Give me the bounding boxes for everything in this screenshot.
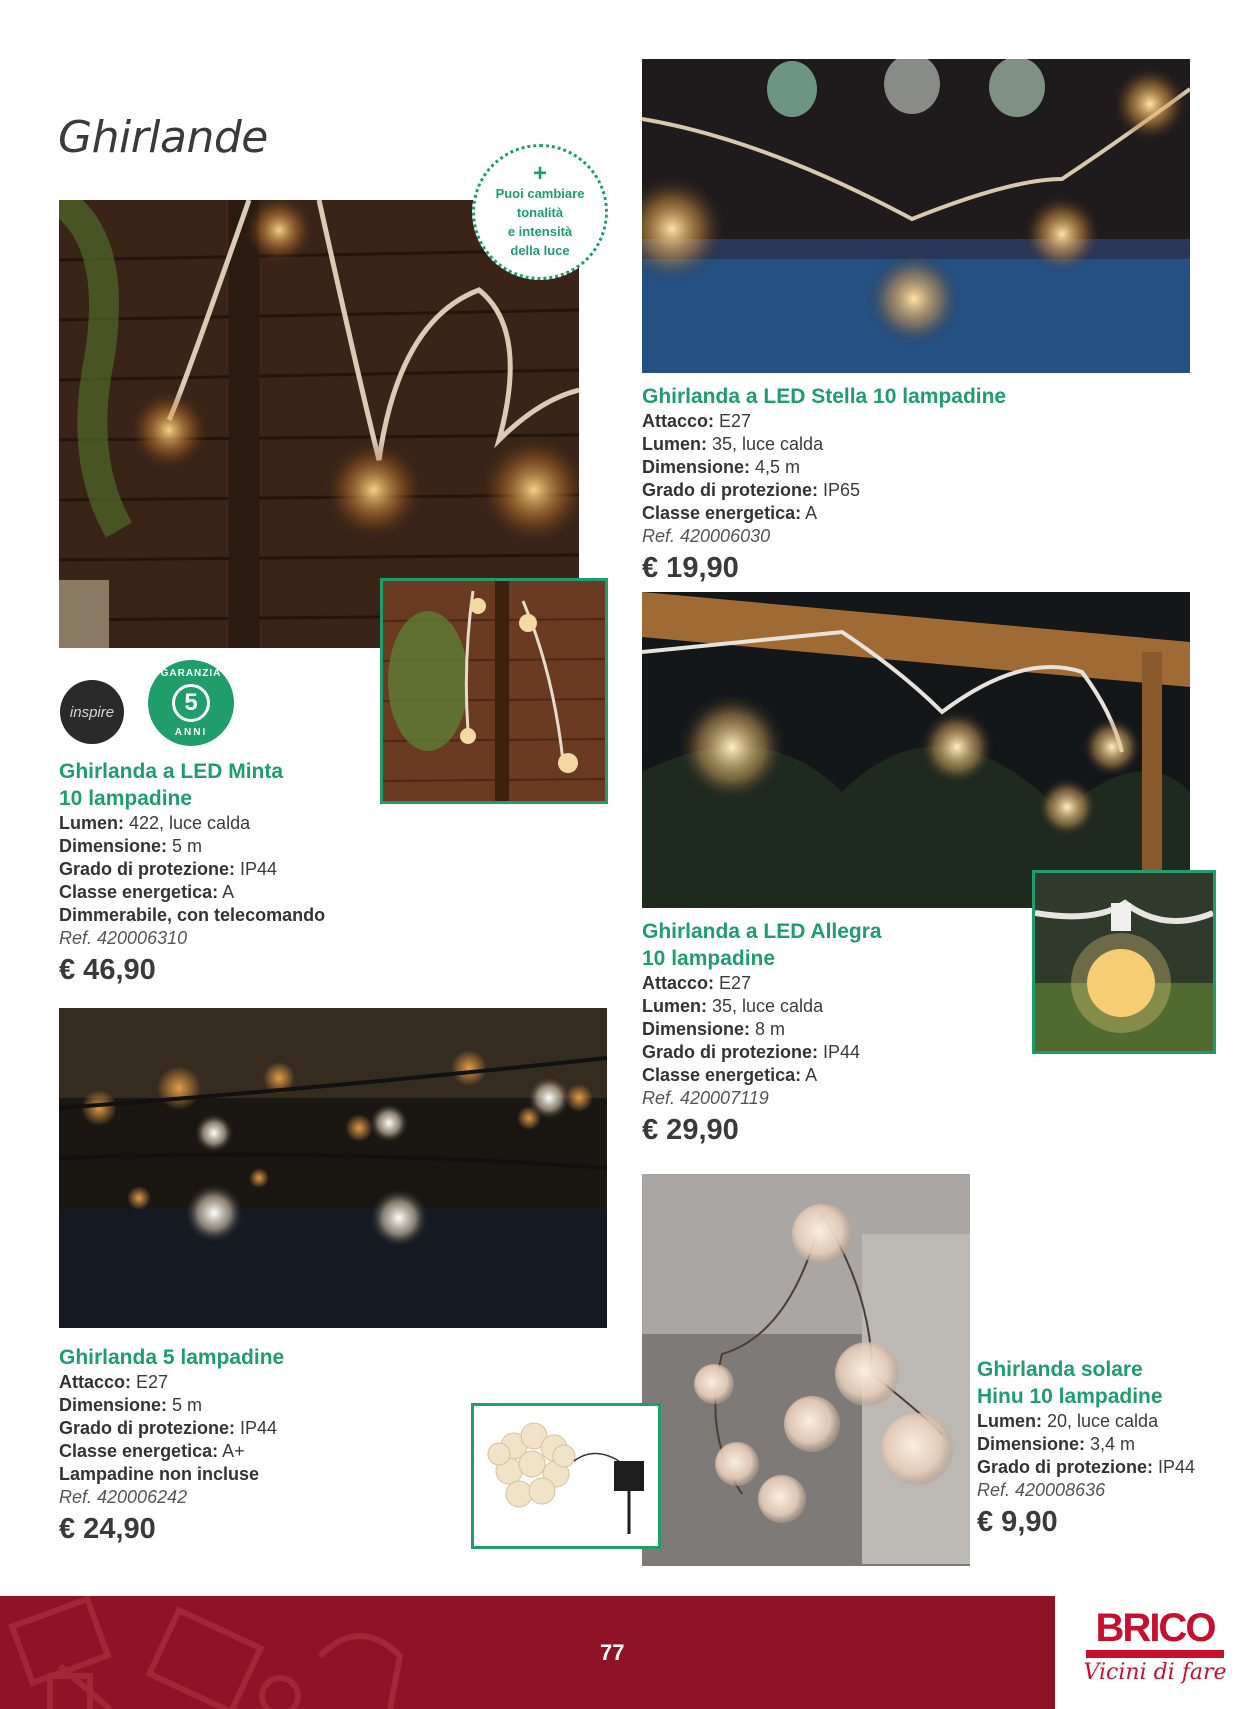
product-allegra [642, 918, 1022, 1148]
warranty-logo [148, 660, 234, 746]
spec-row [977, 1433, 1202, 1456]
product-name [977, 1356, 1202, 1410]
product-name-line: Hinu 10 lampadine [977, 1385, 1163, 1408]
warranty-unit: ANNI [174, 727, 208, 738]
feature-badge [472, 144, 608, 280]
spec-row [59, 812, 389, 835]
spec-value: IP44 [818, 1042, 861, 1062]
product-thumb-minta [380, 578, 608, 804]
product-name [59, 758, 389, 812]
spec-value: 35, luce calda [707, 996, 824, 1016]
product-name-line: Ghirlanda a LED Stella 10 lampadine [642, 385, 1007, 408]
product-name-line: 10 lampadine [642, 947, 776, 970]
product-name [642, 383, 1092, 410]
spec-label: Dimensione: [59, 836, 168, 856]
spec-value: A [801, 1065, 818, 1085]
spec-value: 5 m [167, 1395, 203, 1415]
product-ref: Ref. 420006242 [59, 1487, 188, 1507]
spec-label: Dimensione: [642, 457, 751, 477]
spec-value: 422, luce calda [124, 813, 251, 833]
spec-row [642, 995, 1022, 1018]
product-price: € 9,90 [977, 1506, 1058, 1538]
spec-value: E27 [131, 1372, 169, 1392]
spec-label: Grado di protezione: [59, 1418, 236, 1438]
product-price: € 19,90 [642, 552, 739, 584]
spec-value: A [801, 503, 818, 523]
product-5-lampadine [59, 1344, 399, 1547]
spec-label: Classe energetica: [59, 882, 219, 902]
spec-label: Classe energetica: [642, 503, 802, 523]
product-name-line: Ghirlanda a LED Allegra [642, 920, 882, 943]
product-name [642, 918, 1022, 972]
spec-row [977, 1456, 1202, 1479]
spec-row [642, 456, 1092, 479]
spec-row [59, 1440, 399, 1463]
spec-label: Grado di protezione: [642, 1042, 819, 1062]
spec-label: Attacco: [642, 411, 715, 431]
badge-line: della luce [510, 243, 570, 258]
spec-row [642, 1041, 1022, 1064]
spec-row [642, 479, 1092, 502]
product-price: € 29,90 [642, 1114, 739, 1146]
spec-row [59, 1371, 399, 1394]
spec-row [977, 1410, 1202, 1433]
spec-label: Attacco: [59, 1372, 132, 1392]
spec-label: Lumen: [642, 434, 707, 454]
spec-row [642, 1064, 1022, 1087]
product-photo-hinu [642, 1174, 970, 1566]
product-name-line: Ghirlanda a LED Minta [59, 760, 284, 783]
spec-label: Dimensione: [59, 1395, 168, 1415]
brand-bar [1086, 1650, 1224, 1658]
section-title: Ghirlande [58, 112, 268, 163]
plus-icon: + [532, 160, 547, 187]
spec-row [642, 502, 1092, 525]
warranty-label: GARANZIA [160, 668, 222, 679]
spec-value: A+ [218, 1441, 245, 1461]
spec-value: A [218, 882, 235, 902]
product-photo-stella [642, 59, 1190, 373]
spec-label: Lampadine non incluse [59, 1464, 260, 1484]
spec-value: 4,5 m [750, 457, 801, 477]
page-number: 77 [600, 1640, 625, 1665]
badge-line: Puoi cambiare [495, 186, 585, 201]
product-price: € 46,90 [59, 954, 156, 986]
spec-row [642, 972, 1022, 995]
product-name-line: Ghirlanda solare [977, 1358, 1143, 1381]
inspire-logo: inspire [60, 680, 124, 744]
product-minta [59, 758, 389, 988]
badge-line: tonalità [516, 205, 564, 220]
spec-label: Grado di protezione: [977, 1457, 1154, 1477]
product-stella [642, 383, 1092, 586]
product-hinu [977, 1356, 1202, 1540]
spec-label: Classe energetica: [642, 1065, 802, 1085]
spec-row [59, 904, 389, 927]
spec-value: E27 [714, 973, 752, 993]
spec-value: E27 [714, 411, 752, 431]
product-name [59, 1344, 399, 1371]
spec-value: 8 m [750, 1019, 786, 1039]
product-ref: Ref. 420006030 [642, 526, 771, 546]
spec-value: 35, luce calda [707, 434, 824, 454]
spec-value: IP44 [1153, 1457, 1196, 1477]
product-name-line: Ghirlanda 5 lampadine [59, 1346, 285, 1369]
spec-row [59, 1463, 399, 1486]
product-ref: Ref. 420008636 [977, 1480, 1106, 1500]
brand-logo [1080, 1606, 1230, 1702]
warranty-years: 5 [172, 684, 210, 722]
spec-value: IP44 [235, 1418, 278, 1438]
spec-value: 20, luce calda [1042, 1411, 1159, 1431]
spec-row [642, 410, 1092, 433]
product-ref: Ref. 420007119 [642, 1088, 769, 1108]
spec-label: Lumen: [977, 1411, 1042, 1431]
spec-value: 5 m [167, 836, 203, 856]
spec-value: IP44 [235, 859, 278, 879]
spec-value: IP65 [818, 480, 861, 500]
spec-label: Lumen: [59, 813, 124, 833]
spec-label: Attacco: [642, 973, 715, 993]
spec-label: Dimensione: [642, 1019, 751, 1039]
product-name-line: 10 lampadine [59, 787, 193, 810]
spec-row [59, 1417, 399, 1440]
product-price: € 24,90 [59, 1513, 156, 1545]
tools-pattern-icon [0, 1596, 1055, 1709]
spec-row [642, 1018, 1022, 1041]
spec-row [59, 858, 389, 881]
spec-label: Grado di protezione: [642, 480, 819, 500]
spec-label: Dimmerabile, con telecomando [59, 905, 326, 925]
product-photo-5-lampadine [59, 1008, 607, 1328]
badge-line: e intensità [507, 224, 573, 239]
spec-value: 3,4 m [1085, 1434, 1136, 1454]
product-ref: Ref. 420006310 [59, 928, 188, 948]
spec-label: Classe energetica: [59, 1441, 219, 1461]
product-thumb-hinu [471, 1403, 661, 1549]
footer-band [0, 1596, 1055, 1709]
spec-row [59, 881, 389, 904]
brand-name: BRICO [1095, 1606, 1215, 1650]
spec-row [642, 433, 1092, 456]
spec-label: Grado di protezione: [59, 859, 236, 879]
spec-row [59, 835, 389, 858]
spec-label: Lumen: [642, 996, 707, 1016]
product-photo-allegra [642, 592, 1190, 908]
product-thumb-allegra [1032, 870, 1216, 1054]
brand-slogan: Vicini di fare [1083, 1660, 1227, 1685]
spec-row [59, 1394, 399, 1417]
spec-label: Dimensione: [977, 1434, 1086, 1454]
